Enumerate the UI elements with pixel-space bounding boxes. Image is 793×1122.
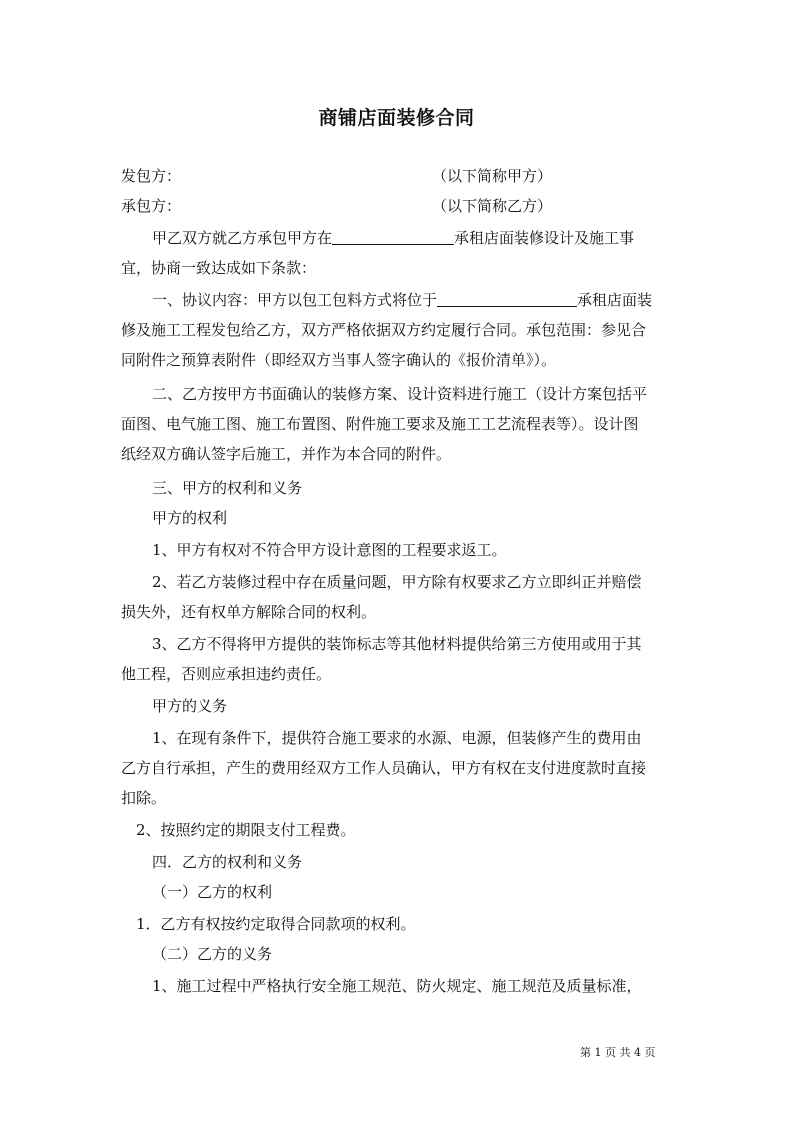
party-a-duty-1-line-2: 乙方自行承担，产生的费用经双方工作人员确认，甲方有权在支付进度款时直接 xyxy=(121,759,647,777)
clause2-line-2: 面图、电气施工图、施工布置图、附件施工要求及施工工艺流程表等）。设计图 xyxy=(121,415,639,433)
party-a-label: 发包方： xyxy=(121,167,182,185)
party-a-right-1: 1、甲方有权对不符合甲方设计意图的工程要求返工。 xyxy=(152,541,507,559)
party-b-line xyxy=(121,196,553,216)
party-a-note: （以下简称甲方） xyxy=(432,167,553,185)
intro-text-pre: 甲乙双方就乙方承包甲方在 xyxy=(152,229,333,247)
party-a-rights-heading: 甲方的权利 xyxy=(152,509,228,527)
party-a-duties-heading: 甲方的义务 xyxy=(152,697,228,715)
clause3-heading: 三、甲方的权利和义务 xyxy=(152,479,303,497)
clause2-line-1: 二、乙方按甲方书面确认的装修方案、设计资料进行施工（设计方案包括平 xyxy=(152,385,648,403)
party-a-duty-1-line-3: 扣除。 xyxy=(121,789,167,807)
party-a-duty-2: 2、按照约定的期限支付工程费。 xyxy=(136,821,356,839)
clause1-text-pre: 一、协议内容：甲方以包工包料方式将位于 xyxy=(152,291,438,309)
party-b-right-1: 1．乙方有权按约定取得合同款项的权利。 xyxy=(136,915,416,933)
document-title: 商铺店面装修合同 xyxy=(318,107,475,129)
clause1-line-2: 修及施工工程发包给乙方，双方严格依据双方约定履行合同。承包范围：参见合 xyxy=(121,321,647,339)
clause1-line-3: 同附件之预算表附件（即经双方当事人签字确认的《报价清单》）。 xyxy=(121,351,557,369)
party-a-right-2-line-1: 2、若乙方装修过程中存在质量问题，甲方除有权要求乙方立即纠正并赔偿 xyxy=(152,573,642,591)
intro-line-2: 宜，协商一致达成如下条款： xyxy=(121,259,317,277)
party-a-line xyxy=(121,166,553,186)
intro-line-1 xyxy=(152,228,634,248)
party-b-duties-heading: （二）乙方的义务 xyxy=(152,945,273,963)
party-b-label: 承包方： xyxy=(121,197,182,215)
party-b-duty-1: 1、施工过程中严格执行安全施工规范、防火规定、施工规范及质量标准， xyxy=(152,977,642,995)
intro-text-post: 承租店面装修设计及施工事 xyxy=(454,229,635,247)
location-blank xyxy=(332,229,454,245)
party-b-note: （以下简称乙方） xyxy=(432,197,553,215)
address-blank xyxy=(437,291,577,307)
clause2-line-3: 纸经双方确认签字后施工，并作为本合同的附件。 xyxy=(121,445,452,463)
party-a-right-3-line-2: 他工程，否则应承担违约责任。 xyxy=(121,665,332,683)
party-a-right-3-line-1: 3、乙方不得将甲方提供的装饰标志等其他材料提供给第三方使用或用于其 xyxy=(152,635,642,653)
page-number-footer: 第 1 页 共 4 页 xyxy=(580,1046,656,1059)
party-b-rights-heading: （一）乙方的权利 xyxy=(152,883,273,901)
clause1-text-post: 承租店面装 xyxy=(577,291,653,309)
party-a-right-2-line-2: 损失外，还有权单方解除合同的权利。 xyxy=(121,603,377,621)
party-a-duty-1-line-1: 1、在现有条件下，提供符合施工要求的水源、电源，但装修产生的费用由 xyxy=(152,729,642,747)
clause4-heading: 四．乙方的权利和义务 xyxy=(152,853,303,871)
clause1-line-1 xyxy=(152,290,652,310)
